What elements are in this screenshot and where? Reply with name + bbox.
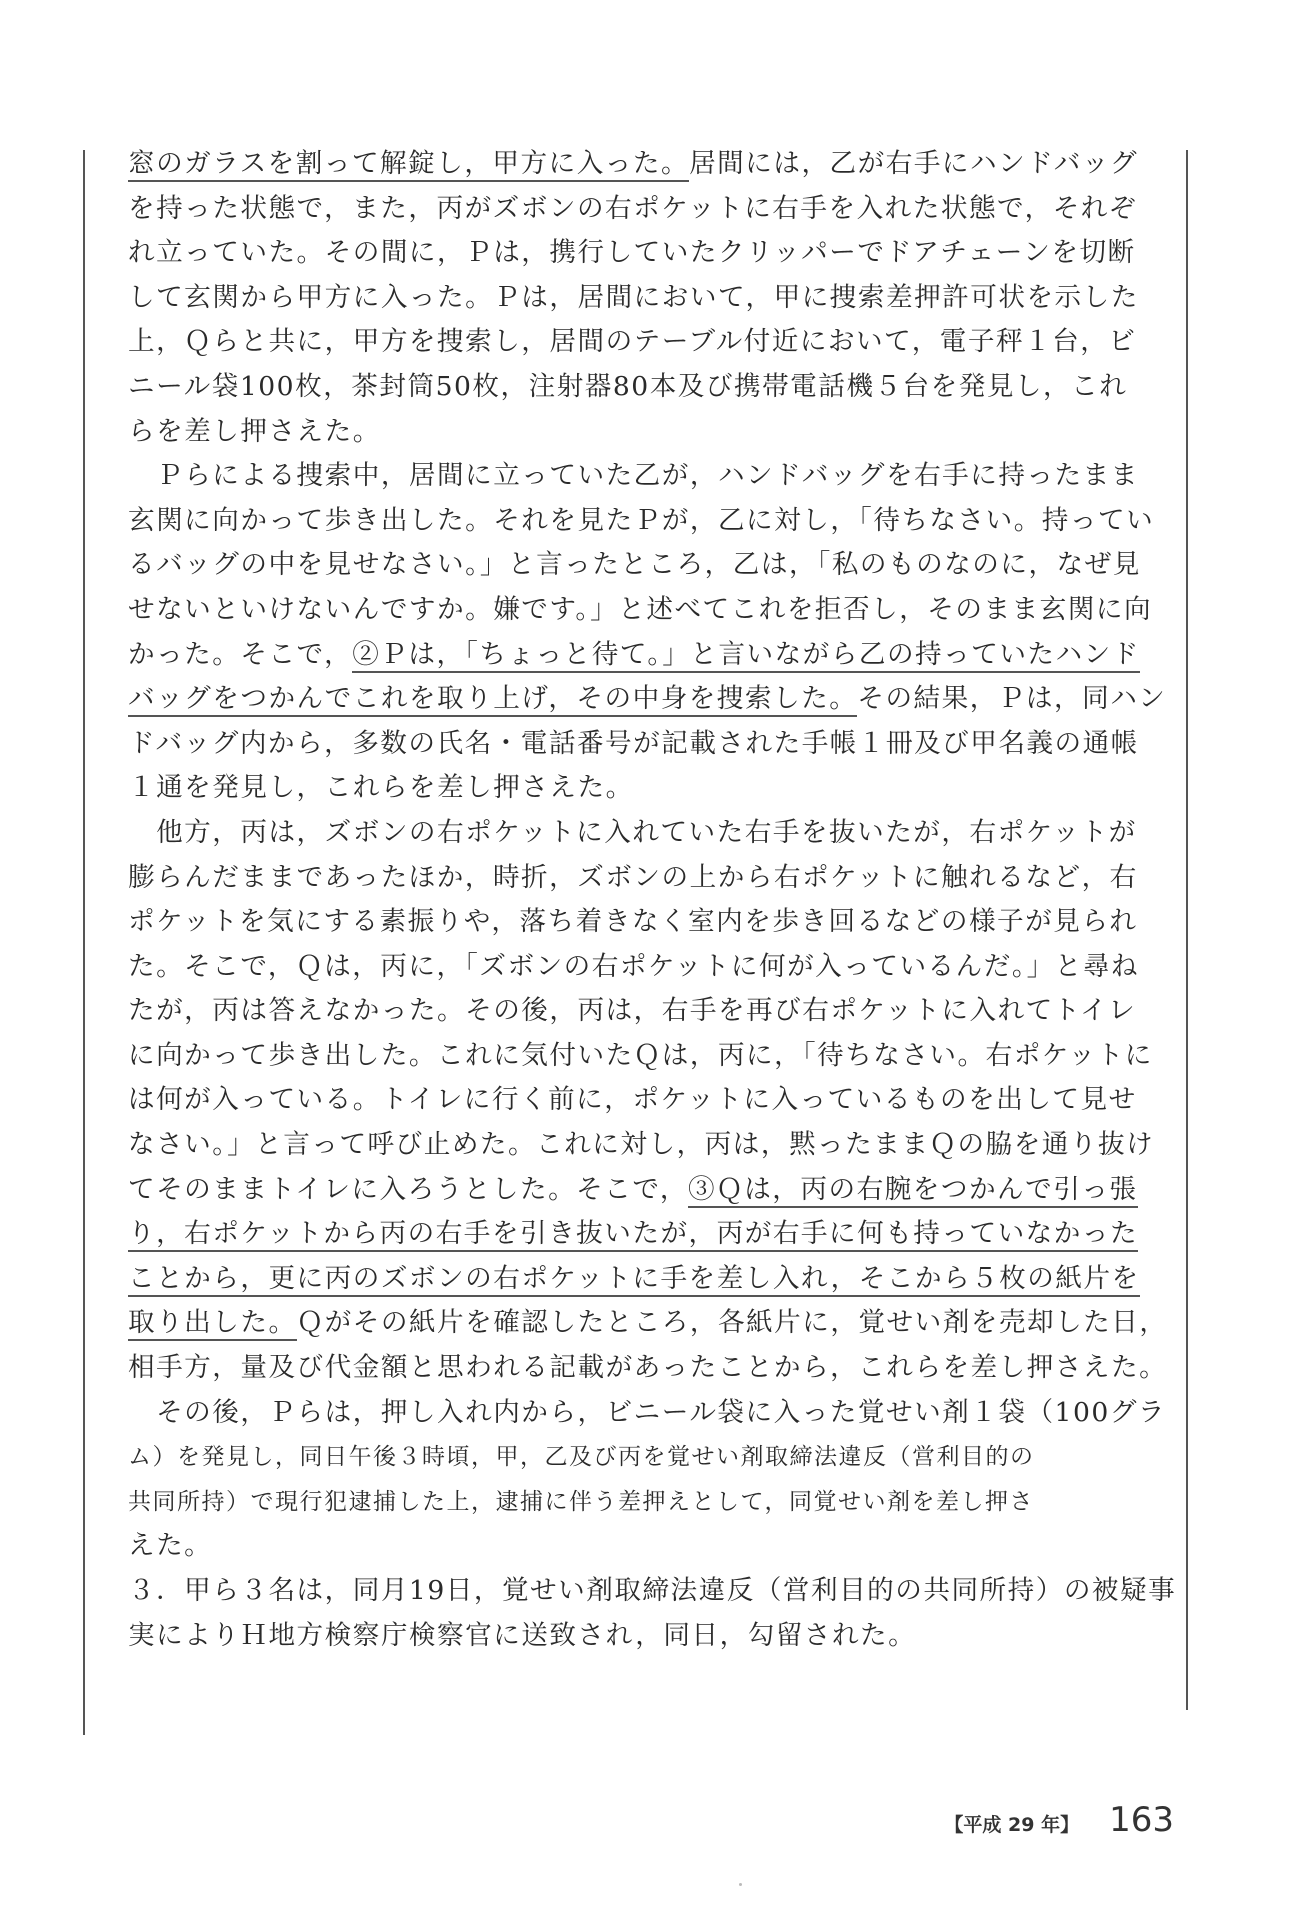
underlined-span: ことから，更に丙のズボンの右ポケットに手を差し入れ，そこから５枚の紙片を: [128, 1263, 1140, 1297]
underlined-span: り，右ポケットから丙の右手を引き抜いたが，丙が右手に何も持っていなかった: [128, 1218, 1138, 1252]
page-number: 163: [1109, 1800, 1174, 1840]
left-margin-rule: [83, 150, 85, 1735]
text-line: れ立っていた。その間に，Ｐは，携行していたクリッパーでドアチェーンを切断: [128, 237, 1136, 269]
text-line: るバッグの中を見せなさい。」と言ったところ，乙は，「私のものなのに，なぜ見: [128, 549, 1141, 581]
text-line: ３．甲ら３名は，同月19日，覚せい剤取締法違反（営利目的の共同所持）の被疑事: [128, 1575, 1177, 1606]
text-line: は何が入っている。トイレに行く前に，ポケットに入っているものを出して見せ: [128, 1084, 1137, 1116]
underlined-span: ②Ｐは，「ちょっと待て。」と言いながら乙の持っていたハンド: [352, 639, 1140, 673]
text-line: た。そこで，Ｑは，丙に，「ズボンの右ポケットに何が入っているんだ。」と尋ね: [128, 950, 1140, 982]
text-line: Ｐらによる捜索中，居間に立っていた乙が，ハンドバッグを右手に持ったまま: [128, 460, 1139, 492]
text-line: して玄関から甲方に入った。Ｐは，居間において，甲に捜索差押許可状を示した: [128, 281, 1139, 313]
page-footer: [944, 1800, 1174, 1840]
text-line: 上，Ｑらと共に，甲方を捜索し，居間のテーブル付近において，電子秤１台，ビ: [128, 326, 1137, 358]
text-line: 共同所持）で現行犯逮捕した上，逮捕に伴う差押えとして，同覚せい剤を差し押さ: [128, 1488, 1035, 1515]
body-text: [128, 142, 1176, 1658]
underlined-span: 取り出した。: [128, 1307, 297, 1341]
text-line: ポケットを気にする素振りや，落ち着きなく室内を歩き回るなどの様子が見られ: [128, 906, 1138, 938]
underlined-span: 窓のガラスを割って解錠し，甲方に入った。: [128, 148, 689, 182]
right-margin-rule: [1186, 150, 1188, 1710]
text-line: せないといけないんですか。嫌です。」と述べてこれを拒否し，そのまま玄関に向: [128, 593, 1153, 625]
scan-dot: [739, 1883, 742, 1886]
text-line: 他方，丙は，ズボンの右ポケットに入れていた右手を抜いたが，右ポケットが: [128, 816, 1137, 848]
text-line: バッグをつかんでこれを取り上げ，その中身を捜索した。その結果，Ｐは，同ハン: [128, 677, 1176, 722]
text-line: 玄関に向かって歩き出した。それを見たＰが，乙に対し，「待ちなさい。持ってい: [128, 504, 1155, 536]
text-line: ドバッグ内から，多数の氏名・電話番号が記載された手帳１冊及び甲名義の通帳: [128, 727, 1139, 759]
text-line: えた。: [128, 1530, 213, 1562]
text-line: [128, 1212, 1176, 1257]
text-line: [128, 1257, 1176, 1302]
text-line: １通を発見し，これらを差し押さえた。: [128, 772, 634, 804]
text-line: てそのままトイレに入ろうとした。そこで，③Ｑは，丙の右腕をつかんで引っ張: [128, 1168, 1176, 1213]
year-label: 【平成 29 年】: [944, 1814, 1080, 1836]
text-line: ニール袋100枚，茶封筒50枚，注射器80本及び携帯電話機５台を発見し，これ: [128, 370, 1128, 402]
text-line: たが，丙は答えなかった。その後，丙は，右手を再び右ポケットに入れてトイレ: [128, 995, 1137, 1027]
text-line: 窓のガラスを割って解錠し，甲方に入った。居間には，乙が右手にハンドバッグ: [128, 142, 1176, 187]
text-line: なさい。」と言って呼び止めた。これに対し，丙は，黙ったままＱの脇を通り抜け: [128, 1129, 1155, 1161]
text-line: を持った状態で，また，丙がズボンの右ポケットに右手を入れた状態で，それぞ: [128, 192, 1137, 224]
text-line: に向かって歩き出した。これに気付いたＱは，丙に，「待ちなさい。右ポケットに: [128, 1039, 1153, 1071]
underlined-span: ③Ｑは，丙の右腕をつかんで引っ張: [688, 1174, 1138, 1208]
text-line: 取り出した。Ｑがその紙片を確認したところ，各紙片に，覚せい剤を売却した日，: [128, 1301, 1176, 1346]
text-line: 膨らんだままであったほか，時折，ズボンの上から右ポケットに触れるなど，右: [128, 861, 1138, 893]
text-line: かった。そこで，②Ｐは，「ちょっと待て。」と言いながら乙の持っていたハンド: [128, 633, 1176, 678]
text-line: 相手方，量及び代金額と思われる記載があったことから，これらを差し押さえた。: [128, 1352, 1168, 1384]
text-line: らを差し押さえた。: [128, 415, 381, 447]
text-line: その後，Ｐらは，押し入れ内から，ビニール袋に入った覚せい剤１袋（100グラ: [128, 1396, 1167, 1428]
underlined-span: バッグをつかんでこれを取り上げ，その中身を捜索した。: [128, 683, 857, 717]
text-line: ム）を発見し，同日午後３時頃，甲，乙及び丙を覚せい剤取締法違反（営利目的の: [128, 1444, 1035, 1471]
text-line: 実によりＨ地方検察庁検察官に送致され，同日，勾留された。: [128, 1619, 917, 1651]
